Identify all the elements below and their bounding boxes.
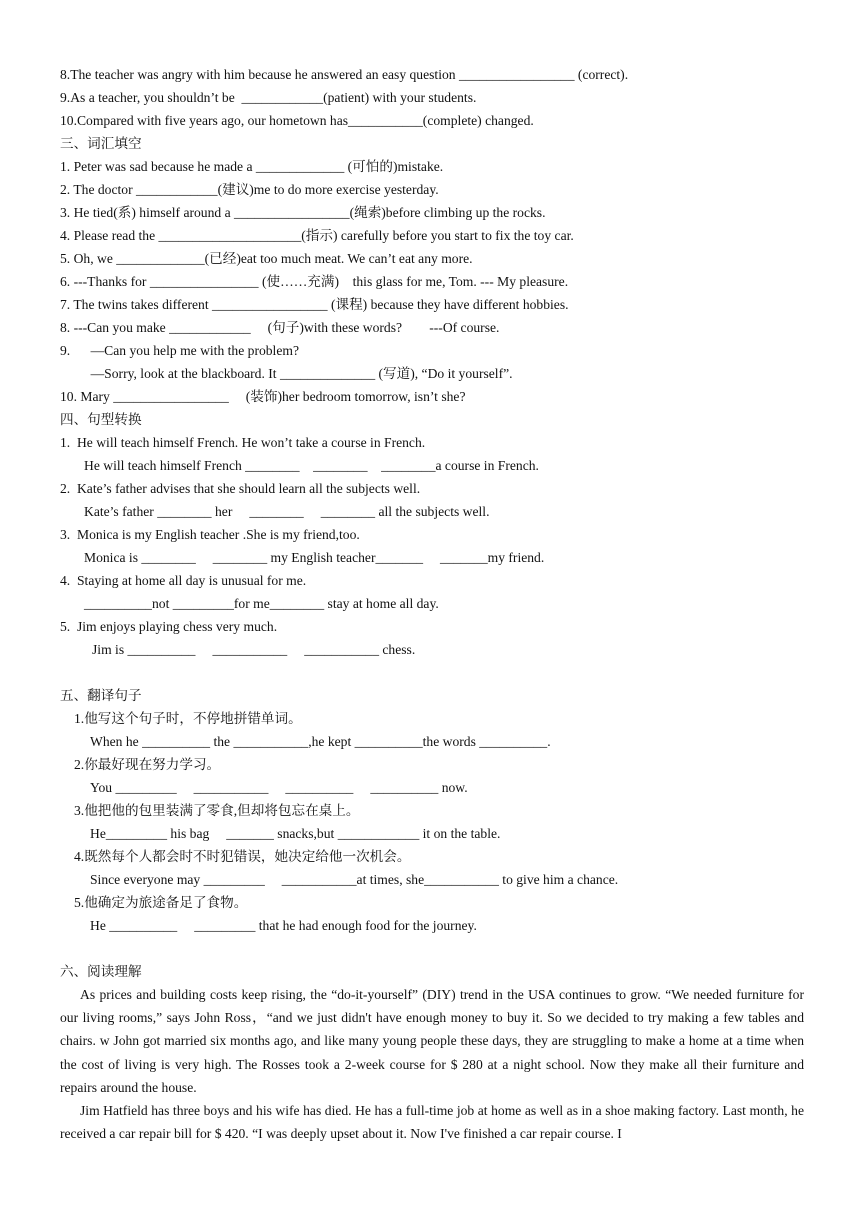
transform-question: 5. Jim enjoys playing chess very much. <box>60 619 278 634</box>
vocab-item: 2. The doctor ____________(建议)me to do more exercise yesterday. <box>60 182 439 197</box>
section-2-tail <box>60 63 804 132</box>
transform-answer: Monica is ________ ________ my English teacher_______ _______my friend. <box>84 550 545 565</box>
section-heading: 四、句型转换 <box>60 412 142 427</box>
spacer <box>60 937 804 960</box>
transform-question: 4. Staying at home all day is unusual for me. <box>60 573 307 588</box>
transform-answer: Kate’s father ________ her ________ ________ all the subjects well. <box>84 504 490 519</box>
translation-prompt: 5.他确定为旅途备足了食物。 <box>74 895 248 910</box>
vocab-item: —Sorry, look at the blackboard. It ______________ (写道), “Do it yourself”. <box>60 366 513 381</box>
spacer <box>60 661 804 684</box>
transform-question: 1. He will teach himself French. He won’t take a course in French. <box>60 435 426 450</box>
translation-prompt: 1.他写这个句子时，不停地拼错单词。 <box>74 711 302 726</box>
transform-answer: He will teach himself French ________ ________ ________a course in French. <box>84 458 539 473</box>
translation-answer: You _________ ___________ __________ __________ now. <box>90 780 468 795</box>
section-heading: 五、翻译句子 <box>60 688 142 703</box>
transform-question: 3. Monica is my English teacher .She is my friend,too. <box>60 527 360 542</box>
section-heading: 六、阅读理解 <box>60 964 142 979</box>
worksheet-content <box>60 63 804 1145</box>
transform-question: 2. Kate’s father advises that she should learn all the subjects well. <box>60 481 421 496</box>
translation-answer: He __________ _________ that he had enough food for the journey. <box>90 918 477 933</box>
vocab-item: 3. He tied(系) himself around a _________________(绳索)before climbing up the rocks. <box>60 205 546 220</box>
translation-answer: When he __________ the ___________,he kept __________the words __________. <box>90 734 551 749</box>
reading-paragraph: As prices and building costs keep rising, the “do-it-yourself” (DIY) trend in the USA continues to grow. “We needed furniture for our living rooms,” says John Ross，“and we just didn't have enough money to buy it. So we decided to try making a few tables and chairs. w John got married six months ago, and like many young people these days, they are struggling to make a home at a time when the cost of living is very high. The Rosses took a 2-week course for $ 280 at a night school. Now they make all their furniture and repairs around the house. <box>60 987 804 1095</box>
translation-prompt: 3.他把他的包里装满了零食,但却将包忘在桌上。 <box>74 803 360 818</box>
translation-answer: He_________ his bag _______ snacks,but ____________ it on the table. <box>90 826 501 841</box>
section-heading: 三、词汇填空 <box>60 136 142 151</box>
translation-prompt: 2.你最好现在努力学习。 <box>74 757 221 772</box>
section-vocabulary <box>60 132 804 408</box>
vocab-item: 5. Oh, we _____________(已经)eat too much meat. We can’t eat any more. <box>60 251 473 266</box>
fill-blank-item: 9.As a teacher, you shouldn’t be ____________(patient) with your students. <box>60 90 477 105</box>
vocab-item: 7. The twins takes different _________________ (课程) because they have different hobbies. <box>60 297 569 312</box>
transform-answer: Jim is __________ ___________ ___________ chess. <box>92 642 416 657</box>
section-sentence-transform <box>60 408 804 661</box>
vocab-item: 10. Mary _________________ (装饰)her bedroom tomorrow, isn’t she? <box>60 389 466 404</box>
transform-answer: __________not _________for me________ stay at home all day. <box>84 596 439 611</box>
fill-blank-item: 8.The teacher was angry with him because he answered an easy question _________________ (correct). <box>60 67 629 82</box>
vocab-item: 6. ---Thanks for ________________ (使……充满) this glass for me, Tom. --- My pleasure. <box>60 274 569 289</box>
vocab-item: 8. ---Can you make ____________ (句子)with these words? ---Of course. <box>60 320 500 335</box>
vocab-item: 9. —Can you help me with the problem? <box>60 343 299 358</box>
reading-paragraph: Jim Hatfield has three boys and his wife has died. He has a full-time job at home as well as in a shoe making factory. Last month, he received a car repair bill for $ 420. “I was deeply upset about it. Now I've finished a car repair course. I <box>60 1103 804 1142</box>
section-translation <box>60 684 804 937</box>
translation-answer: Since everyone may _________ ___________at times, she___________ to give him a chance. <box>90 872 619 887</box>
section-reading <box>60 960 804 1145</box>
vocab-item: 1. Peter was sad because he made a _____________ (可怕的)mistake. <box>60 159 444 174</box>
translation-prompt: 4.既然每个人都会时不时犯错误，她决定给他一次机会。 <box>74 849 411 864</box>
vocab-item: 4. Please read the _____________________(指示) carefully before you start to fix the toy car. <box>60 228 574 243</box>
fill-blank-item: 10.Compared with five years ago, our hometown has___________(complete) changed. <box>60 113 534 128</box>
